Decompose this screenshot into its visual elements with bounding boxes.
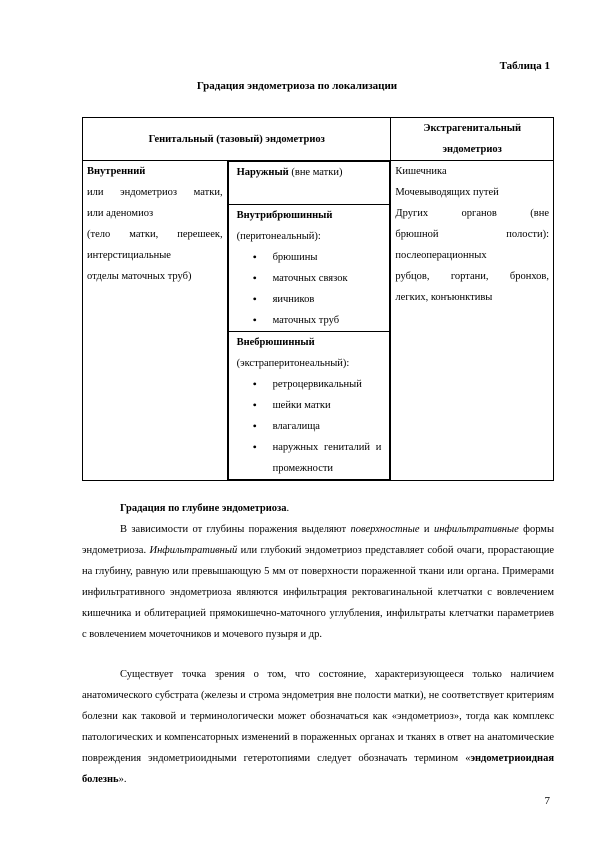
para1-text: или глубокий эндометриоз представляет собой очаги, прорастающие на глубину, равную или превышающую 5 мм от поверхности пораженной ткани или органа. Примерами инфильтративного эндометриоза являются инфильтрация ректовагинальной клетчатки с вовлечением кишечника и облитерацией прямокишечно-маточного углубления, инфильтраты клетчатки параметриев с вовлечением мочеточников и мочевого пузыря и др.	[82, 545, 555, 640]
internal-title: Внутренний	[87, 166, 146, 177]
intraperitoneal-block	[233, 205, 386, 331]
extraperitoneal-title: Внебрюшинный	[236, 337, 315, 348]
internal-line: интерстициальные	[87, 250, 171, 261]
extraperitoneal-subtitle: (экстраперитонеальный):	[236, 358, 350, 369]
internal-line: отделы маточных труб)	[87, 271, 192, 282]
list-item: • брюшины	[251, 247, 382, 268]
extragenital-line: легких, конъюнктивы	[395, 292, 493, 303]
extragenital-line: Других органов (вне	[395, 208, 549, 219]
table-number: Таблица 1	[499, 60, 550, 72]
extragenital-line: рубцов, гортани, бронхов,	[395, 271, 549, 282]
intraperitoneal-subtitle: (перитонеальный):	[236, 231, 321, 242]
external-row	[233, 162, 386, 183]
list-item: • влагалища	[251, 416, 382, 437]
extragenital-line: Мочевыводящих путей	[395, 187, 499, 198]
paragraph-depth	[82, 519, 554, 645]
header-genital: Генитальный (тазовый) эндометриоз	[83, 118, 391, 161]
para1-text: В зависимости от глубины поражения выделяют	[120, 524, 351, 535]
paragraph-disease	[82, 664, 554, 790]
internal-line: (тело матки, перешеек,	[87, 229, 223, 240]
extragenital-line: послеоперационных	[395, 250, 487, 261]
para1-text: и	[419, 524, 434, 535]
localization-table	[82, 117, 554, 481]
para2-bold: эндометриоидная болезнь	[82, 753, 554, 785]
para1-italic: Инфильтративный	[149, 545, 238, 556]
external-suffix: (вне матки)	[288, 167, 343, 178]
extragenital-line: брюшной полости):	[395, 229, 549, 240]
external-title: Наружный	[236, 167, 289, 178]
cell-extragenital	[391, 161, 554, 481]
para1-italic: поверхностные	[350, 524, 420, 535]
list-item: • маточных связок	[251, 268, 382, 289]
page-number: 7	[544, 795, 550, 807]
cell-external	[227, 161, 391, 481]
internal-line: или аденомиоз	[87, 208, 154, 219]
intraperitoneal-list	[237, 247, 382, 331]
list-item: • яичников	[251, 289, 382, 310]
list-item: • ретроцервикальный	[251, 374, 382, 395]
external-subtable	[228, 161, 391, 480]
header-extragenital: Экстрагенитальный эндометриоз	[391, 118, 554, 161]
para1-italic: инфильтративные	[433, 524, 519, 535]
extraperitoneal-block	[233, 332, 386, 479]
extraperitoneal-list	[237, 374, 382, 479]
section-heading-text: Градация по глубине эндометриоза	[120, 503, 287, 514]
table-title: Градация эндометриоза по локализации	[196, 80, 398, 92]
para2-text: Существует точка зрения о том, что состояние, характеризующееся только наличием анатомического субстрата (железы и строма эндометрия вне полости матки), не соответствует критериям болезни как таковой и терминологически может обозначаться как «эндометриоз», тогда как комплекс патологических и компенсаторных изменений в пораженных органах и тканях в ответ на анатомические повреждения эндометриоидными гетеротопиями следует обозначать термином «	[82, 669, 554, 764]
intraperitoneal-title: Внутрибрюшинный	[236, 210, 333, 221]
cell-internal	[83, 161, 228, 481]
list-item: • шейки матки	[251, 395, 382, 416]
section-heading-dot: .	[286, 503, 290, 514]
internal-line: или эндометриоз матки,	[87, 187, 223, 198]
para2-text: ».	[118, 774, 127, 785]
list-item: • наружных гениталий и промежности	[251, 437, 382, 479]
list-item: • маточных труб	[251, 310, 382, 331]
para1-text: формы эндометриоза.	[82, 524, 555, 556]
section-heading	[82, 498, 554, 519]
extragenital-line: Кишечника	[395, 166, 447, 177]
